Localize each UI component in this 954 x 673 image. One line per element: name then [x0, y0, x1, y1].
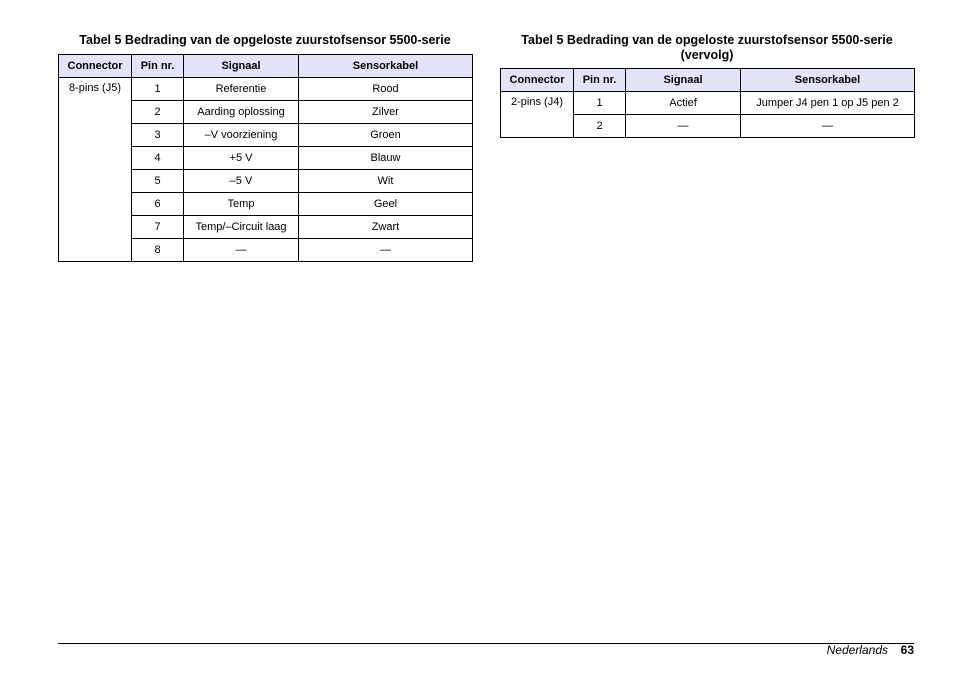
caption-line-2: (vervolg) — [680, 48, 734, 62]
pin-cell: 2 — [574, 115, 626, 138]
header-cable: Sensorkabel — [299, 55, 473, 78]
table-header-row — [59, 55, 473, 78]
pin-cell: 6 — [132, 193, 184, 216]
footer-divider — [58, 643, 914, 644]
signal-cell: –5 V — [184, 170, 299, 193]
signal-cell: Temp — [184, 193, 299, 216]
cable-cell: Blauw — [299, 147, 473, 170]
wiring-table-8pin — [58, 54, 473, 262]
cable-cell: Rood — [299, 78, 473, 101]
cable-cell: — — [299, 239, 473, 262]
pin-cell: 3 — [132, 124, 184, 147]
cable-cell: Wit — [299, 170, 473, 193]
table-row — [59, 78, 473, 101]
table-header-row — [501, 69, 915, 92]
cable-cell: — — [741, 115, 915, 138]
cable-cell: Zwart — [299, 216, 473, 239]
signal-cell: Referentie — [184, 78, 299, 101]
pin-cell: 7 — [132, 216, 184, 239]
connector-cell: 2-pins (J4) — [501, 92, 574, 138]
signal-cell: Aarding oplossing — [184, 101, 299, 124]
connector-cell: 8-pins (J5) — [59, 78, 132, 262]
pin-cell: 1 — [574, 92, 626, 115]
cable-cell: Geel — [299, 193, 473, 216]
pin-cell: 5 — [132, 170, 184, 193]
footer-language: Nederlands — [826, 643, 888, 657]
caption-line-1: Tabel 5 Bedrading van de opgeloste zuurstofsensor 5500-serie — [521, 33, 893, 47]
table-row — [501, 92, 915, 115]
signal-cell: — — [184, 239, 299, 262]
signal-cell: — — [626, 115, 741, 138]
wiring-table-2pin — [500, 68, 915, 138]
signal-cell: –V voorziening — [184, 124, 299, 147]
pin-cell: 4 — [132, 147, 184, 170]
signal-cell: Actief — [626, 92, 741, 115]
pin-cell: 2 — [132, 101, 184, 124]
table-caption-left: Tabel 5 Bedrading van de opgeloste zuurstofsensor 5500-serie — [79, 33, 451, 47]
header-connector: Connector — [501, 69, 574, 92]
table-caption-right — [500, 33, 914, 63]
pin-cell: 8 — [132, 239, 184, 262]
signal-cell: +5 V — [184, 147, 299, 170]
cable-cell: Zilver — [299, 101, 473, 124]
page-number: 63 — [900, 643, 914, 657]
header-connector: Connector — [59, 55, 132, 78]
header-signal: Signaal — [626, 69, 741, 92]
header-pin: Pin nr. — [132, 55, 184, 78]
header-pin: Pin nr. — [574, 69, 626, 92]
pin-cell: 1 — [132, 78, 184, 101]
cable-cell: Jumper J4 pen 1 op J5 pen 2 — [741, 92, 915, 115]
header-signal: Signaal — [184, 55, 299, 78]
cable-cell: Groen — [299, 124, 473, 147]
header-cable: Sensorkabel — [741, 69, 915, 92]
signal-cell: Temp/–Circuit laag — [184, 216, 299, 239]
